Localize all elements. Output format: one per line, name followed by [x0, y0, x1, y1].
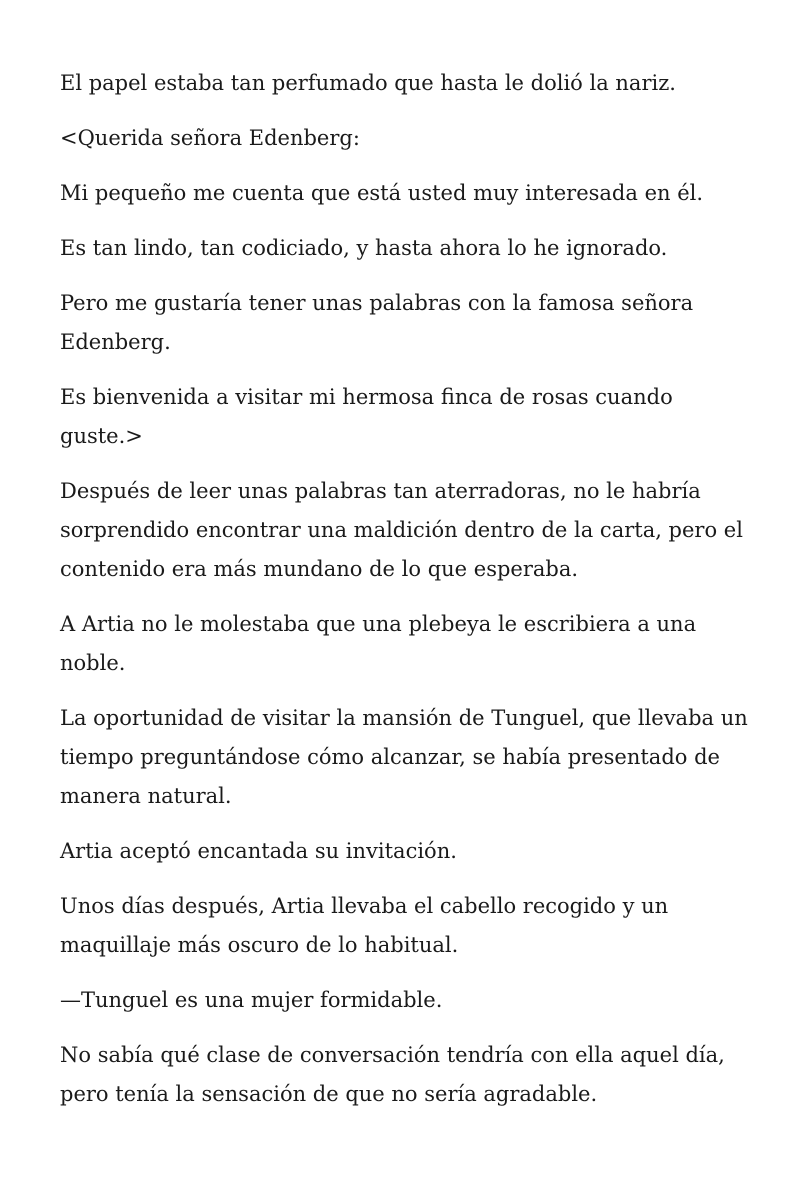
paragraph: <Querida señora Edenberg: — [60, 126, 360, 150]
paragraph: —Tunguel es una mujer formidable. — [60, 988, 443, 1012]
paragraph: Mi pequeño me cuenta que está usted muy interesada en él. — [60, 181, 704, 205]
paragraph: Es bienvenida a visitar mi hermosa finca de rosas cuando guste.> — [60, 385, 673, 448]
paragraph: Después de leer unas palabras tan aterradoras, no le habría sorprendido encontrar una maldición dentro de la carta, pero el contenido era más mundano de lo que esperaba. — [60, 479, 743, 581]
paragraph: Pero me gustaría tener unas palabras con la famosa señora Edenberg. — [60, 291, 694, 354]
paragraph: La oportunidad de visitar la mansión de Tunguel, que llevaba un tiempo preguntándose cómo alcanzar, se había presentado de manera natural. — [60, 706, 748, 808]
paragraph: Es tan lindo, tan codiciado, y hasta ahora lo he ignorado. — [60, 236, 668, 260]
paragraph: Artia aceptó encantada su invitación. — [60, 839, 457, 863]
paragraph: Unos días después, Artia llevaba el cabello recogido y un maquillaje más oscuro de lo habitual. — [60, 894, 669, 957]
paragraph: A Artia no le molestaba que una plebeya le escribiera a una noble. — [60, 612, 697, 675]
paragraph: El papel estaba tan perfumado que hasta le dolió la nariz. — [60, 71, 676, 95]
paragraph: No sabía qué clase de conversación tendría con ella aquel día, pero tenía la sensación de que no sería agradable. — [60, 1043, 725, 1106]
document-body — [60, 64, 750, 1130]
